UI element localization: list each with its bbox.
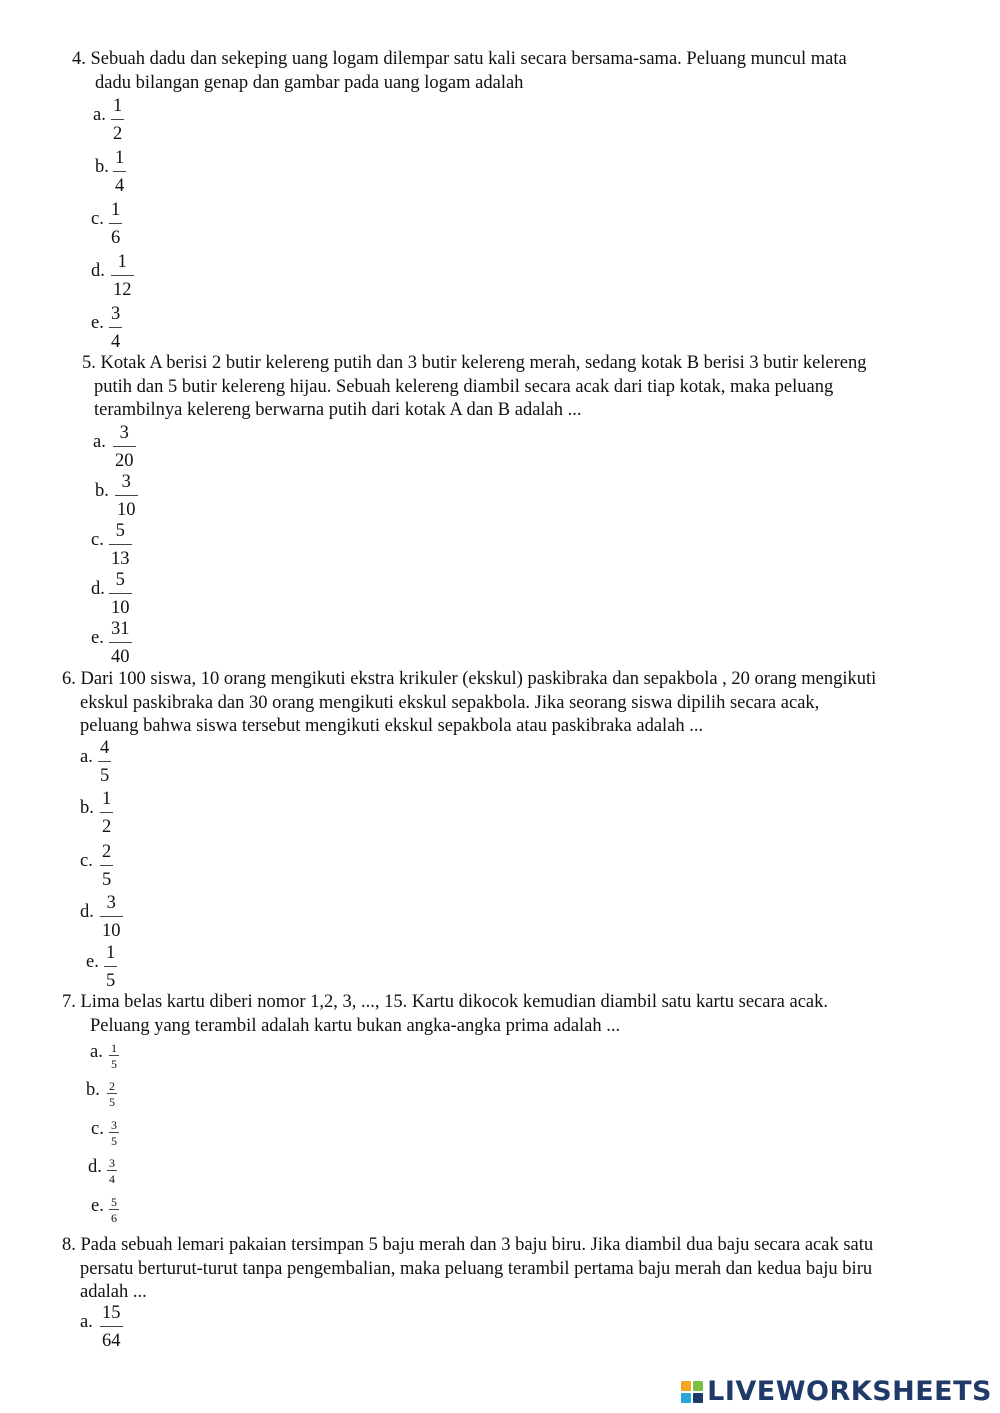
fraction: $\frac{3}{4}$ (111, 304, 121, 352)
logo-square (693, 1393, 703, 1403)
fraction: $\frac{1}{2}$ (113, 96, 123, 144)
option-label: d. (88, 1157, 102, 1177)
fraction: $\frac{1}{4}$ (115, 148, 125, 196)
option-label: b. (86, 1080, 100, 1100)
question-5 (82, 352, 972, 423)
logo-square (681, 1393, 691, 1403)
fraction: $\frac{31}{40}$ (111, 619, 130, 667)
question-text-line: 8. Pada sebuah lemari pakaian tersimpan 5 baju merah dan 3 baju biru. Jika diambil dua baju secara acak satu (62, 1235, 874, 1255)
fraction: $\frac{1}{6}$ (111, 200, 121, 248)
fraction: $\frac{2}{5}$ (102, 842, 112, 890)
question-text-line: 4. Sebuah dadu dan sekeping uang logam dilempar satu kali secara bersama-sama. Peluang muncul mata (72, 49, 847, 69)
option-label: b. (80, 798, 94, 818)
option-label: c. (91, 1119, 104, 1139)
option-label: e. (91, 628, 104, 648)
fraction: $\frac{1}{5}$ (111, 1041, 117, 1071)
fraction: $\frac{15}{64}$ (102, 1303, 121, 1351)
option-label: d. (80, 902, 94, 922)
option-label: a. (93, 432, 106, 452)
fraction: $\frac{5}{6}$ (111, 1195, 117, 1225)
fraction: $\frac{3}{4}$ (109, 1156, 115, 1186)
option-label: e. (91, 1196, 104, 1216)
fraction: $\frac{2}{5}$ (109, 1079, 115, 1109)
option-label: b. (95, 481, 109, 501)
fraction: $\frac{3}{5}$ (111, 1118, 117, 1148)
question-8 (62, 1234, 982, 1305)
question-7 (62, 991, 962, 1038)
fraction: $\frac{5}{13}$ (111, 521, 130, 569)
option-label: a. (80, 1312, 93, 1332)
fraction: $\frac{1}{2}$ (102, 789, 112, 837)
liveworksheets-wordmark: LIVEWORKSHEETS (707, 1376, 992, 1407)
option-label: d. (91, 579, 105, 599)
question-6 (62, 668, 982, 739)
question-text-line: Peluang yang terambil adalah kartu bukan angka-angka prima adalah ... (90, 1015, 621, 1036)
question-text-line: terambilnya kelereng berwarna putih dari kotak A dan B adalah ... (94, 400, 582, 420)
fraction: $\frac{1}{12}$ (113, 252, 132, 300)
logo-square (681, 1381, 691, 1391)
fraction: $\frac{3}{20}$ (115, 423, 134, 471)
option-label: d. (91, 261, 105, 281)
question-text-line: dadu bilangan genap dan gambar pada uang logam adalah (95, 72, 524, 93)
question-text-line: ekskul paskibraka dan 30 orang mengikuti ekskul sepakbola. Jika seorang siswa dipilih secara acak, (80, 692, 820, 713)
fraction: $\frac{3}{10}$ (102, 893, 121, 941)
question-text-line: 7. Lima belas kartu diberi nomor 1,2, 3, ..., 15. Kartu dikocok kemudian diambil satu kartu secara acak. (62, 992, 828, 1012)
option-label: b. (95, 157, 109, 177)
question-text-line: persatu berturut-turut tanpa pengembalian, maka peluang terambil pertama baju merah dan kedua baju biru (80, 1258, 873, 1279)
option-label: a. (80, 747, 93, 767)
option-label: c. (80, 851, 93, 871)
question-text-line: 6. Dari 100 siswa, 10 orang mengikuti ekstra krikuler (ekskul) paskibraka dan sepakbola , 20 orang mengikuti (62, 669, 877, 689)
fraction: $\frac{3}{10}$ (117, 472, 136, 520)
liveworksheets-brand (681, 1376, 992, 1407)
fraction: $\frac{4}{5}$ (100, 738, 110, 786)
option-label: c. (91, 530, 104, 550)
option-label: a. (93, 105, 106, 125)
option-label: e. (91, 313, 104, 333)
liveworksheets-logo-icon (681, 1381, 703, 1403)
question-text-line: adalah ... (80, 1282, 147, 1302)
option-label: c. (91, 209, 104, 229)
question-text-line: peluang bahwa siswa tersebut mengikuti ekskul sepakbola atau paskibraka adalah ... (80, 716, 704, 736)
question-text-line: putih dan 5 butir kelereng hijau. Sebuah kelereng diambil secara acak dari tiap kotak, maka peluang (94, 376, 834, 397)
option-label: e. (86, 952, 99, 972)
question-text-line: 5. Kotak A berisi 2 butir kelereng putih dan 3 butir kelereng merah, sedang kotak B berisi 3 butir kelereng (82, 353, 867, 373)
fraction: $\frac{1}{5}$ (106, 943, 116, 991)
question-4 (72, 48, 972, 95)
fraction: $\frac{5}{10}$ (111, 570, 130, 618)
option-label: a. (90, 1042, 103, 1062)
logo-square (693, 1381, 703, 1391)
